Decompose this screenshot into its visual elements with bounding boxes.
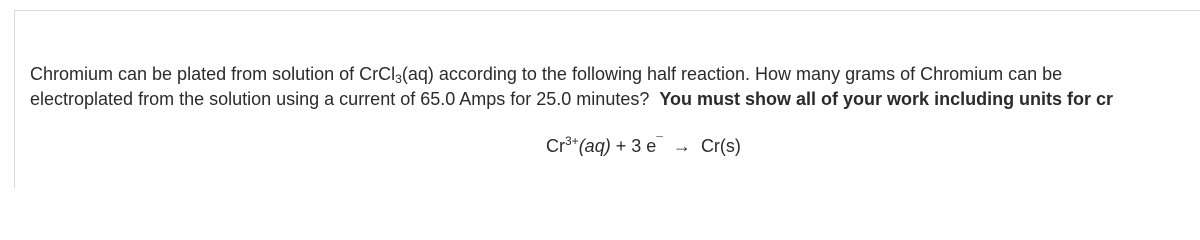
reactant-charge: 3+ bbox=[565, 134, 579, 148]
electron-term: + 3 e bbox=[615, 136, 657, 156]
work-instruction-bold: You must show all of your work including units for cr bbox=[659, 89, 1114, 109]
question-line-1-end: (aq) according to the following half reaction. How many grams of Chromium can be bbox=[401, 64, 1063, 84]
reaction-arrow-icon: → bbox=[672, 136, 691, 156]
question-text bbox=[30, 62, 1200, 112]
chromium-chloride-subscript: 3 bbox=[395, 72, 402, 86]
question-line-1-start: Chromium can be plated from solution of CrCl bbox=[30, 64, 396, 84]
question-line-2 bbox=[30, 87, 1200, 112]
reactant-state: (aq) bbox=[578, 136, 611, 156]
question-line-2-text: electroplated from the solution using a current of 65.0 Amps for 25.0 minutes? bbox=[30, 89, 650, 109]
product-species: Cr(s) bbox=[700, 136, 741, 156]
reactant-species: Cr bbox=[546, 136, 565, 156]
electron-charge: ¯ bbox=[656, 134, 663, 148]
card-top-border bbox=[14, 10, 1200, 11]
half-reaction-equation bbox=[546, 134, 741, 158]
card-left-border bbox=[14, 10, 15, 188]
question-line-1 bbox=[30, 62, 1200, 87]
